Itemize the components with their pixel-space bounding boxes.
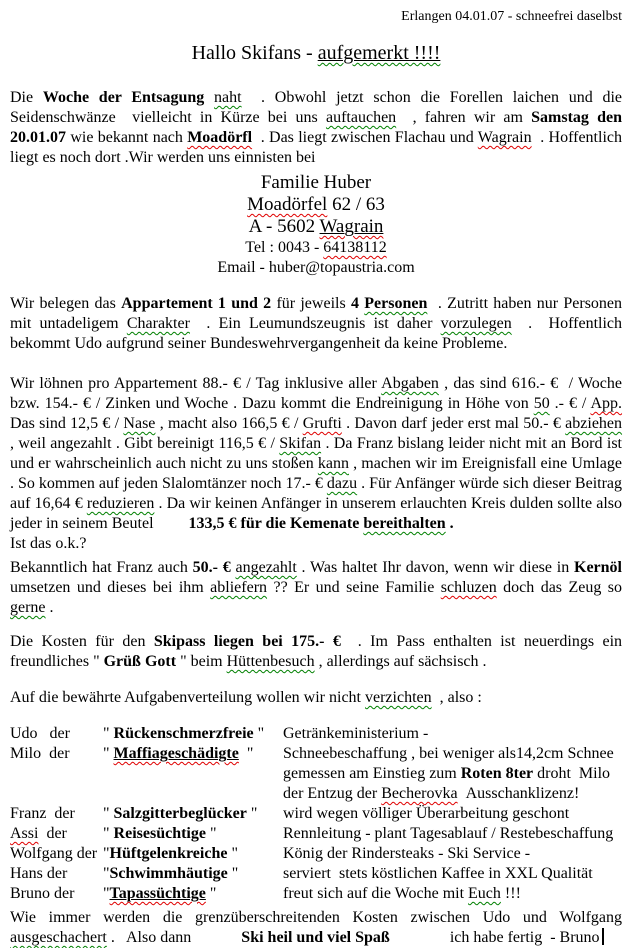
text-run: , also : xyxy=(431,689,482,706)
text-run: App. xyxy=(590,395,623,412)
paragraph-kernoel xyxy=(10,558,622,618)
assignee-duty xyxy=(283,884,622,904)
text-run: Becherovka xyxy=(381,785,458,802)
assignee-name xyxy=(10,864,103,884)
text-run: 133,5 € für die Kemenate xyxy=(188,515,364,532)
text-run: Samstag den 20.01.07 xyxy=(10,109,623,146)
text-run: Das sind 12,5 € / xyxy=(10,415,124,432)
assignee-duty xyxy=(283,744,622,804)
text-run: , macht also 166,5 € / xyxy=(155,415,303,432)
duty-line xyxy=(283,744,622,764)
address-line-email xyxy=(10,258,622,278)
assignments-list xyxy=(10,724,622,904)
assignment-row xyxy=(10,844,622,864)
text-run: A - 5602 xyxy=(248,216,320,237)
text-run: 64138112 xyxy=(323,239,387,256)
text-run: Ist das o.k.? xyxy=(10,535,87,552)
text-run: Reisesüchtige xyxy=(113,825,206,842)
text-run: 50 xyxy=(533,395,550,412)
assignee-role xyxy=(103,724,283,744)
duty-line xyxy=(283,864,622,884)
text-run: . Davon darf jeder erst mal 50.- € xyxy=(341,415,566,432)
text-run: freut sich auf die Woche mit xyxy=(283,885,469,902)
text-run: . xyxy=(445,515,454,532)
text-run: naht xyxy=(214,89,242,106)
assignee-name xyxy=(10,824,103,844)
text-run: Moadörfl xyxy=(187,129,253,146)
text-run: , fahren wir am xyxy=(396,109,532,126)
text-run: Abgaben xyxy=(381,375,439,392)
text-run: verzichten xyxy=(365,689,432,706)
text-run: vorzulegen xyxy=(440,315,512,332)
assignee-role xyxy=(103,844,283,864)
text-run: Udo der xyxy=(10,725,70,742)
text-run: . Hoffentlich liegt es noch dort .Wir werden uns einnisten bei xyxy=(10,129,622,166)
assignment-row xyxy=(10,824,622,844)
dateline: Erlangen 04.01.07 - schneefrei daselbst xyxy=(401,9,622,24)
text-run: droht Milo xyxy=(533,765,611,782)
text-run xyxy=(318,42,441,64)
paragraph-costs xyxy=(10,374,622,554)
text-run: " xyxy=(103,825,114,842)
duty-line xyxy=(283,824,622,844)
text-run: " xyxy=(253,725,265,742)
text-run: " xyxy=(103,885,110,902)
text-run: Franz der xyxy=(10,805,75,822)
text-run: für jeweils xyxy=(271,295,351,312)
document-title xyxy=(10,40,622,66)
text-run: Familie Huber xyxy=(260,172,372,193)
assignee-duty xyxy=(283,864,622,884)
text-run: serviert stets köstlichen Kaffee in XXL Qualität xyxy=(283,865,593,882)
text-run: wird wegen völliger Überarbeitung geschont xyxy=(283,805,570,822)
assignee-name xyxy=(10,724,103,744)
spacer xyxy=(390,941,450,942)
text-run: Grüß Gott xyxy=(103,653,177,670)
text-run: schluzen xyxy=(440,579,497,596)
assignee-name xyxy=(10,884,103,904)
paragraph-closing xyxy=(10,908,622,948)
text-run: Nase xyxy=(123,415,156,432)
text-run: der xyxy=(38,825,67,842)
duty-line xyxy=(283,784,622,804)
text-run: bereithalten xyxy=(363,515,446,532)
text-run: aufgemerkt !!!! xyxy=(317,42,441,64)
duty-line xyxy=(283,804,622,824)
text-run: 4 xyxy=(350,295,365,312)
address-line-street xyxy=(10,194,622,216)
text-run: , machen wir im Ereignisfall eine Umlage . So kommen auf jeden Slalomtänzer noch 17.- € xyxy=(10,455,623,492)
text-run: ich habe fertig - Bruno xyxy=(449,929,600,946)
address-block xyxy=(10,172,622,278)
assignment-row xyxy=(10,724,622,744)
text-run: Ski heil und viel Spaß xyxy=(241,929,390,946)
assignee-role xyxy=(103,804,283,824)
text-run: . Im Pass enthalten ist neuerdings ein freundliches " xyxy=(10,633,623,670)
text-run: Hallo Skifans - xyxy=(191,42,318,64)
text-run: . Was haltet Ihr davon, wenn wir diese in xyxy=(296,559,574,576)
text-run xyxy=(110,885,206,902)
assignment-row xyxy=(10,804,622,824)
text-run: " xyxy=(238,745,254,762)
text-run: . Das liegt zwischen Flachau und xyxy=(252,129,478,146)
text-run xyxy=(114,745,239,762)
text-run: 50.- € xyxy=(192,559,231,576)
text-run: reduzieren xyxy=(86,495,155,512)
text-run: . Da Franz bislang leider nicht mit an Bord ist und er wahrscheinlich auch nicht zu uns stoßen xyxy=(10,435,622,472)
text-run: Wagrain xyxy=(319,216,384,237)
text-run: Kernöl xyxy=(574,559,622,576)
text-run: Euch xyxy=(468,885,501,902)
text-run: Hüttenbesuch xyxy=(226,653,315,670)
text-run: . Für Anfänger würde sich dieser Beitrag auf 16,64 € xyxy=(10,475,623,512)
text-run: der Entzug der xyxy=(283,785,382,802)
text-run: ausgeschachert xyxy=(10,929,107,946)
text-run: Roten 8ter xyxy=(460,765,534,782)
text-run: Hüftgelenkreiche xyxy=(109,845,228,862)
text-run: . Hoffentlich bekommt Udo aufgrund seiner Bundeswehrvergangenheit da keine Probleme. xyxy=(10,315,623,352)
text-run xyxy=(320,216,384,237)
text-run: Die Kosten für den xyxy=(10,633,154,650)
text-run: " xyxy=(246,805,258,822)
paragraph-intro xyxy=(10,88,622,168)
spacer xyxy=(154,527,189,528)
text-run: Appartement 1 und 2 xyxy=(121,295,272,312)
text-run: Die xyxy=(10,89,43,106)
text-run: !!! xyxy=(500,885,521,902)
text-run: Charakter xyxy=(126,315,190,332)
paragraph-skipass xyxy=(10,632,622,672)
text-run: Assi xyxy=(10,825,39,842)
text-run: , weil angezahlt . Gibt bereinigt 116,5 € / xyxy=(10,435,280,452)
assignee-duty xyxy=(283,824,622,844)
text-run: gemessen am Einstieg zum xyxy=(283,765,461,782)
assignee-role xyxy=(103,864,283,884)
assignee-name xyxy=(10,804,103,824)
text-run: König der Rindersteaks - Ski Service - xyxy=(283,845,531,862)
text-run: . Ein Leumundszeugnis ist daher xyxy=(189,315,441,332)
text-run: . Zutritt haben nur Personen mit untadeligem xyxy=(10,295,623,332)
address-line-city xyxy=(10,216,622,238)
text-run: ?? Er und seine Familie xyxy=(267,579,441,596)
text-run: auftauchen xyxy=(325,109,397,126)
text-run: Email - huber@topaustria.com xyxy=(217,259,415,276)
text-run: Tapassüchtige xyxy=(109,885,206,902)
text-cursor xyxy=(602,928,604,945)
text-run: . Da wir keinen Anfänger in unserem erlauchten Kreis dulden sollte also jeder in seinem Beutel xyxy=(10,495,622,532)
text-run: . Also dann xyxy=(106,929,192,946)
text-run: 62 / 63 xyxy=(327,194,385,215)
text-run: " xyxy=(205,825,217,842)
text-run: " xyxy=(227,845,238,862)
duty-line xyxy=(283,884,622,904)
text-run: angezahlt xyxy=(235,559,297,576)
assignee-name xyxy=(10,744,103,804)
text-run: umsetzen und dieses bei ihm xyxy=(10,579,211,596)
duty-line xyxy=(283,724,622,744)
text-run: " xyxy=(103,865,110,882)
text-run: .- € / xyxy=(549,395,591,412)
text-run: gerne xyxy=(10,599,46,616)
text-run: Bekanntlich hat Franz auch xyxy=(10,559,193,576)
text-run: " xyxy=(205,885,217,902)
text-run: Salzgitterbeglücker xyxy=(113,805,247,822)
text-run: Wagrain xyxy=(477,129,532,146)
text-run: Bruno der xyxy=(10,885,75,902)
text-run: Wie immer werden die grenzüberschreitenden Kosten zwischen Udo und Wolfgang xyxy=(10,909,622,926)
spacer xyxy=(191,941,241,942)
address-line-phone xyxy=(10,238,622,258)
text-run xyxy=(204,89,214,106)
text-run: doch das Zeug so xyxy=(496,579,623,596)
text-run: Skipass liegen bei 175.- € xyxy=(153,633,341,650)
text-run: Moadörfel xyxy=(247,194,328,215)
text-run: . Obwohl jetzt schon die Forellen laichen und die Seidenschwänze vielleicht in Kürze bei uns xyxy=(10,89,623,126)
text-run: " beim xyxy=(176,653,227,670)
text-run: Schneebeschaffung , bei weniger als14,2cm Schnee xyxy=(283,745,614,762)
text-run: " xyxy=(227,865,239,882)
text-run: Milo der xyxy=(10,745,70,762)
assignment-row xyxy=(10,864,622,884)
duty-line xyxy=(283,764,622,784)
text-run: , allerdings auf sächsisch . xyxy=(314,653,487,670)
assignee-name xyxy=(10,844,103,864)
paragraph-booking xyxy=(10,294,622,354)
text-run: Personen xyxy=(364,295,428,312)
assignee-role xyxy=(103,824,283,844)
text-run: wie bekannt nach xyxy=(66,129,188,146)
text-run: Wir löhnen pro Appartement 88.- € / Tag inklusive aller xyxy=(10,375,382,392)
text-run: abziehen xyxy=(565,415,623,432)
text-run: Rennleitung - plant Tagesablauf / Restebeschaffung xyxy=(283,825,614,842)
text-run: abliefern xyxy=(210,579,268,596)
text-run: " xyxy=(103,745,114,762)
text-run: Tel : 0043 - xyxy=(245,239,324,256)
assignee-role xyxy=(103,744,283,804)
text-run: " xyxy=(103,725,114,742)
assignee-role xyxy=(103,884,283,904)
text-run: kann xyxy=(317,455,349,472)
text-run: Hans der xyxy=(10,865,68,882)
text-run: " xyxy=(103,845,110,862)
duty-line xyxy=(283,844,622,864)
text-run: Grufti xyxy=(302,415,342,432)
text-run: Maffiageschädigte xyxy=(113,745,239,762)
text-run: Rückenschmerzfreie xyxy=(113,725,254,742)
assignee-duty xyxy=(283,724,622,744)
text-run: " xyxy=(103,805,114,822)
text-run: Getränkeministerium - xyxy=(283,725,429,742)
text-run: dazu xyxy=(326,475,358,492)
assignment-row xyxy=(10,744,622,804)
text-run: Skifan xyxy=(279,435,322,452)
address-line-family xyxy=(10,172,622,194)
assignee-duty xyxy=(283,844,622,864)
text-run: Woche der Entsagung xyxy=(42,89,205,106)
text-run: . xyxy=(45,599,54,616)
text-run: Auf die bewährte Aufgabenverteilung wollen wir nicht xyxy=(10,689,365,706)
assignment-row xyxy=(10,884,622,904)
text-run: Wolfgang der xyxy=(10,845,98,862)
text-run: Wir belegen das xyxy=(10,295,122,312)
assignee-duty xyxy=(283,804,622,824)
paragraph-tasks-intro xyxy=(10,688,622,708)
text-run: Schwimmhäutige xyxy=(109,865,228,882)
text-run: , das sind 616.- € / Woche bzw. 154.- € / Zinken und Woche . Dazu kommt die Endreinigung in Höhe von xyxy=(10,375,622,412)
text-run: Ausschanklizenz! xyxy=(457,785,580,802)
